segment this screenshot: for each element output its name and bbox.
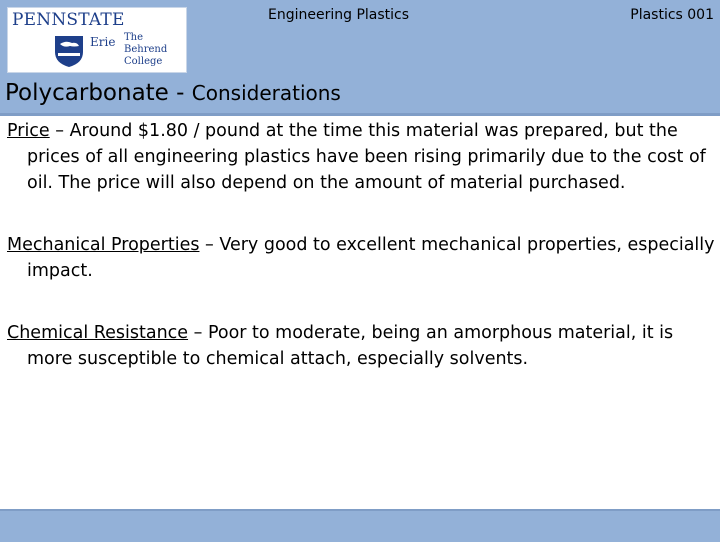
price-term: Price — [7, 121, 50, 141]
chemical-resistance-term: Chemical Resistance — [7, 323, 189, 343]
price-text: – Around $1.80 / pound at the time this material was prepared, but the prices of all engineering plastics have been rising primarily due to the cost of oil. The price will also depend on the amount of material purchased. — [27, 121, 706, 193]
logo-wordmark: PENNSTATE — [12, 10, 125, 30]
slide-title — [5, 80, 341, 106]
course-title: Engineering Plastics — [268, 7, 410, 23]
chemical-resistance-text: – Poor to moderate, being an amorphous material, it is more susceptible to chemical attach, especially solvents. — [27, 323, 674, 369]
footer-band — [0, 509, 720, 542]
header-band — [0, 0, 720, 114]
slide-title-main: Polycarbonate - — [5, 80, 192, 106]
nittany-lion-shield-icon — [52, 34, 86, 68]
logo-college-line1: The Behrend — [124, 32, 168, 55]
logo-college-line2: College — [124, 56, 163, 67]
chemical-resistance-paragraph — [7, 320, 715, 372]
mechanical-properties-text: – Very good to excellent mechanical properties, especially impact. — [27, 235, 715, 281]
slide-body — [7, 118, 715, 408]
mechanical-properties-term: Mechanical Properties — [7, 235, 200, 255]
price-paragraph — [7, 118, 715, 196]
mechanical-properties-paragraph — [7, 232, 715, 284]
course-code: Plastics 001 — [630, 7, 714, 23]
penn-state-logo — [7, 7, 187, 73]
logo-college — [124, 32, 184, 68]
slide-title-sub: Considerations — [191, 81, 341, 105]
logo-campus: Erie — [90, 35, 116, 49]
title-divider — [0, 113, 720, 116]
